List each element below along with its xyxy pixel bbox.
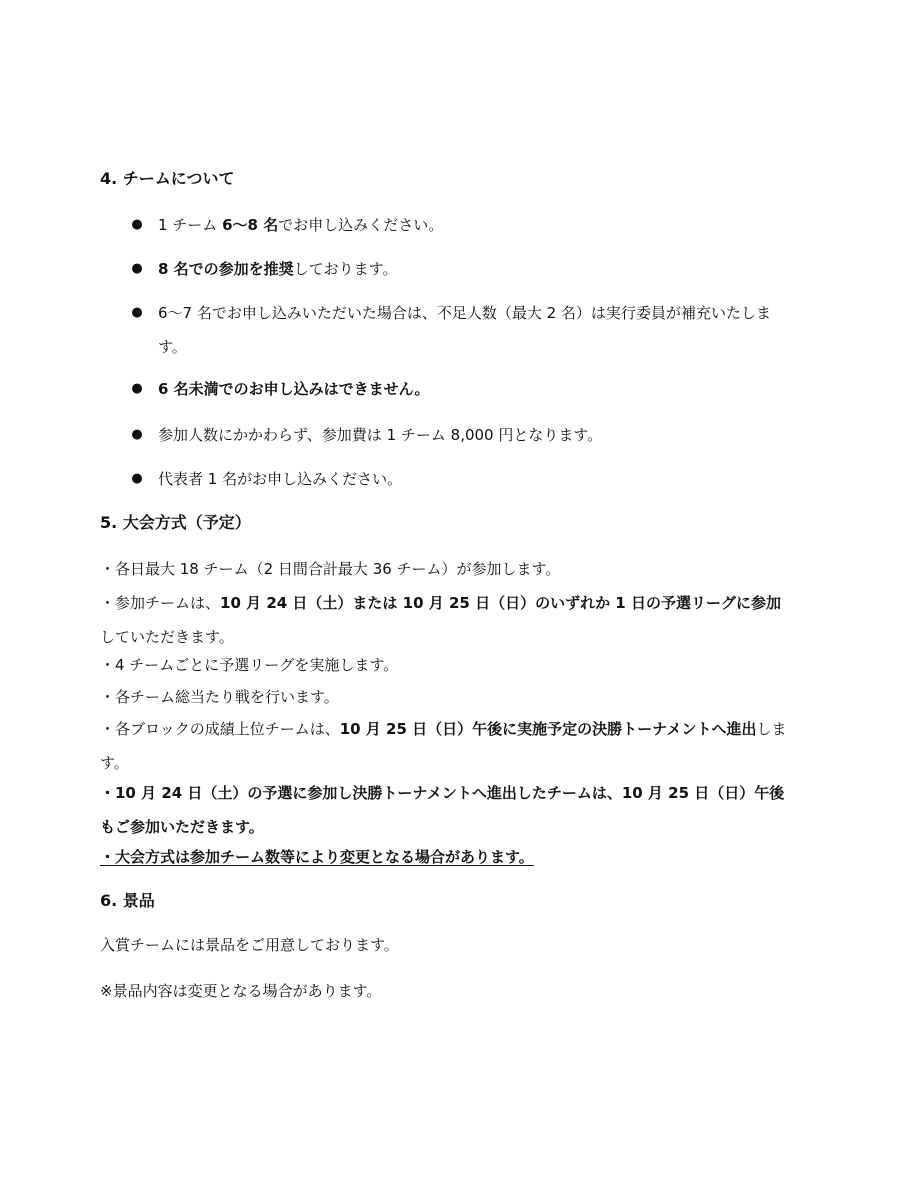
list-item	[130, 208, 810, 242]
line-underlined-text: ・大会方式は参加チーム数等により変更となる場合があります。	[100, 848, 534, 866]
list-item	[130, 296, 810, 364]
item-text: 6〜7 名でお申し込みいただいた場合は、不足人数（最大 2 名）は実行委員が補充いたします。	[158, 304, 771, 356]
line-text: していただきます。	[100, 628, 234, 646]
line-text: ・各ブロックの成績上位チームは、	[100, 720, 340, 738]
item-bold-text: 8 名での参加を推奨	[158, 260, 294, 278]
line-text: ・参加チームは、	[100, 594, 221, 612]
section-6-heading: 6. 景品	[100, 891, 155, 910]
list-item	[130, 462, 810, 496]
list-item	[130, 372, 810, 406]
format-line: ・各チーム総当たり戦を行います。	[100, 688, 339, 706]
format-line	[100, 712, 790, 780]
list-item	[130, 418, 810, 452]
item-text: でお申し込みください。	[278, 216, 444, 234]
bullet-icon: ●	[131, 471, 143, 486]
prize-note: ※景品内容は変更となる場合があります。	[100, 982, 382, 1000]
item-bold-text: 6 名未満でのお申し込みはできません。	[158, 380, 430, 398]
format-line-bold: ・10 月 24 日（土）の予選に参加し決勝トーナメントへ進出したチームは、10 月 25 日（日）午後もご参加いただきます。	[100, 784, 785, 836]
bullet-icon: ●	[131, 427, 143, 442]
item-text: しております。	[293, 260, 398, 278]
section-5-heading: 5. 大会方式（予定）	[100, 513, 251, 532]
format-line: ・4 チームごとに予選リーグを実施します。	[100, 656, 399, 674]
section-4-heading: 4. チームについて	[100, 169, 235, 188]
item-text: 1 チーム	[158, 216, 223, 234]
bullet-icon: ●	[131, 381, 143, 396]
bullet-icon: ●	[131, 261, 143, 276]
prize-line: 入賞チームには景品をご用意しております。	[100, 936, 399, 954]
line-bold-text: 10 月 24 日（土）または 10 月 25 日（日）のいずれか 1 日の予選リーグに参加	[220, 594, 781, 612]
line-bold-text: 10 月 25 日（日）午後に実施予定の決勝トーナメントへ進出	[339, 720, 757, 738]
bullet-icon: ●	[131, 305, 143, 320]
format-line-underlined	[100, 840, 790, 874]
item-bold-text: 6〜8 名	[222, 216, 279, 234]
bullet-icon: ●	[131, 217, 143, 232]
item-text: 代表者 1 名がお申し込みください。	[158, 470, 403, 488]
format-line: ・各日最大 18 チーム（2 日間合計最大 36 チーム）が参加します。	[100, 560, 561, 578]
format-line	[100, 586, 790, 654]
list-item	[130, 252, 810, 286]
item-text: 参加人数にかかわらず、参加費は 1 チーム 8,000 円となります。	[158, 426, 603, 444]
line-text: します。	[100, 720, 787, 772]
